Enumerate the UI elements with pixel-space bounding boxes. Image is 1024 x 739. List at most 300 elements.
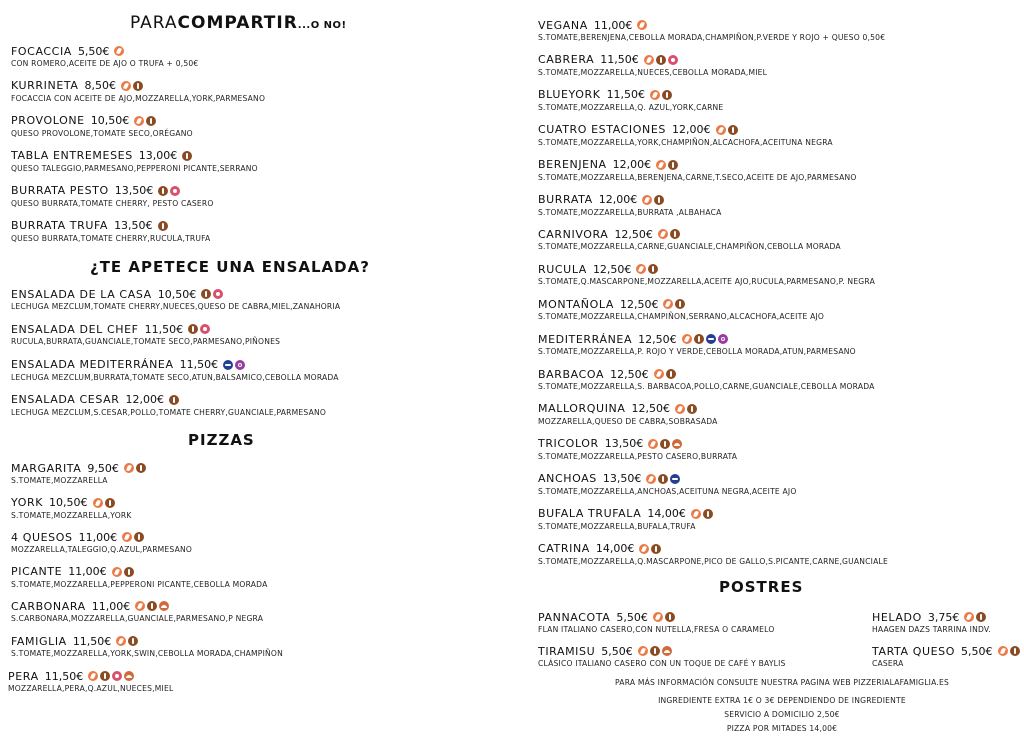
allergen-icons [639,544,661,554]
menu-item-line [11,496,132,510]
wheat-icon [694,334,704,344]
compartir-title-bold: COMPARTIR [177,13,298,33]
menu-item-line [538,18,885,32]
wheat-icon [128,636,138,646]
allergen-icons [116,636,138,646]
nut-icon [124,671,134,681]
menu-item-line [538,644,786,658]
leaf-icon [637,20,647,30]
wheat-icon [675,299,685,309]
item-price: 13,00€ [138,149,178,163]
allergen-icons [134,116,156,126]
leaf-icon [658,229,668,239]
allergen-icons [650,90,672,100]
leaf-icon [654,369,664,379]
menu-item [538,193,722,217]
item-description: FOCACCIA CON ACEITE DE AJO,MOZZARELLA,YORK,PARMESANO [11,93,266,103]
wheat-icon [651,544,661,554]
menu-item [538,402,718,426]
allergen-icons [964,612,986,622]
menu-item-line [538,437,737,451]
menu-item [11,184,214,208]
item-description: LECHUGA MEZCLUM,BURRATA,TOMATE SECO,ATUN,BALSAMICO,CEBOLLA MORADA [11,372,339,382]
item-price: 12,50€ [638,332,677,346]
allergen-icon [235,360,245,370]
menu-item [872,644,1020,668]
menu-item [538,123,833,147]
item-price: 5,50€ [616,610,648,624]
item-name: ENSALADA MEDITERRÁNEA [11,358,174,372]
item-description: S.TOMATE,MOZZARELLA,BERENJENA,CARNE,T.SECO,ACEITE DE AJO,PARMESANO [538,172,857,182]
nut-icon [672,439,682,449]
leaf-icon [716,125,726,135]
allergen-icons [158,186,180,196]
fish-icon [706,334,716,344]
compartir-title-light: PARA [130,13,178,33]
menu-item-line [538,297,824,311]
item-price: 14,00€ [647,507,686,521]
item-description: S.TOMATE,Q.MASCARPONE,MOZZARELLA,ACEITE AJO,RUCULA,PARMESANO,P. NEGRA [538,277,875,287]
menu-item [538,437,737,461]
item-description: RUCULA,BURRATA,GUANCIALE,TOMATE SECO,PARMESANO,PIÑONES [11,337,281,347]
dairy-icon [112,671,122,681]
footer-extra: INGREDIENTE EXTRA 1€ O 3€ DEPENDIENDO DE INGREDIENTE [658,696,906,705]
item-description: S.TOMATE,MOZZARELLA,YORK,SWIN,CEBOLLA MORADA,CHAMPIÑON [11,649,283,658]
allergen-icons [653,612,675,622]
item-price: 11,00€ [593,18,633,32]
leaf-icon [639,544,649,554]
item-description: QUESO PROVOLONE,TOMATE SECO,ORÉGANO [11,128,193,138]
wheat-icon [656,55,666,65]
wheat-icon [182,151,192,161]
menu-item-line [11,79,265,93]
menu-item [11,461,146,485]
item-name: PROVOLONE [11,114,85,128]
wheat-icon [188,324,198,334]
wheat-icon [105,498,115,508]
allergen-icons [121,81,143,91]
item-price: 11,00€ [78,530,118,544]
item-description: FLAN ITALIANO CASERO,CON NUTELLA,FRESA O CARAMELO [538,625,775,634]
leaf-icon [88,671,98,681]
item-description: CON ROMERO,ACEITE DE AJO O TRUFA + 0,50€ [11,59,199,68]
menu-item [11,530,192,554]
leaf-icon [135,601,145,611]
compartir-title [130,13,347,33]
allergen-icons [182,151,192,161]
item-price: 11,50€ [606,88,646,102]
allergen-icons [135,601,169,611]
menu-item [11,219,210,243]
wheat-icon [169,395,179,405]
allergen-icons [114,46,124,56]
item-name: RUCULA [538,262,587,276]
menu-item-line [11,599,263,613]
menu-item [538,367,875,391]
item-description: S.TOMATE,BERENJENA,CEBOLLA MORADA,CHAMPIÑON,P.VERDE Y ROJO + QUESO 0,50€ [538,33,886,42]
wheat-icon [670,229,680,239]
menu-item [538,53,767,77]
item-price: 12,00€ [125,393,164,407]
wheat-icon [147,601,157,611]
item-name: TIRAMISU [538,644,596,658]
item-price: 11,50€ [144,322,184,336]
item-price: 11,50€ [44,669,84,683]
item-name: BERENJENA [538,158,607,172]
wheat-icon [201,289,211,299]
item-description: HAAGEN DAZS TARRINA INDV. [872,625,991,634]
item-name: CUATRO ESTACIONES [538,123,666,137]
leaf-icon [653,612,663,622]
item-name: VEGANA [538,18,588,32]
menu-item-line [538,53,767,67]
item-description: S.TOMATE,MOZZARELLA,YORK [11,510,132,520]
item-name: HELADO [872,610,922,624]
menu-item-line [11,287,340,301]
item-description: S.TOMATE,MOZZARELLA,CARNE,GUANCIALE,CHAMPIÑON,CEBOLLA MORADA [538,242,841,252]
item-name: YORK [11,496,44,510]
allergen-icons [124,463,146,473]
item-description: S.TOMATE,MOZZARELLA,P. ROJO Y VERDE,CEBOLLA MORADA,ATUN,PARMESANO [538,347,856,357]
item-name: KURRINETA [11,79,79,93]
menu-item [538,542,888,566]
leaf-icon [691,509,701,519]
allergen-icons [93,498,115,508]
item-price: 12,50€ [631,402,670,416]
menu-item-line [538,542,888,556]
item-name: CATRINA [538,542,590,555]
item-name: MONTAÑOLA [538,297,614,311]
item-price: 12,00€ [612,158,652,172]
menu-item-line [11,358,339,372]
item-name: CARBONARA [11,599,86,613]
menu-item [11,599,263,623]
item-price: 13,50€ [114,184,154,198]
footer-delivery: SERVICIO A DOMICILIO 2,50€ [724,710,840,719]
item-price: 11,50€ [72,634,112,648]
item-name: BUFALA TRUFALA [538,507,642,521]
item-price: 10,50€ [49,496,88,510]
item-name: BURRATA [538,193,593,206]
item-price: 11,00€ [68,565,107,579]
menu-item-line [11,530,192,544]
item-price: 11,50€ [600,53,639,67]
item-name: PERA [8,669,39,683]
allergen-icons [656,160,678,170]
leaf-icon [648,439,658,449]
item-price: 10,50€ [90,114,130,128]
allergen-icons [658,229,680,239]
item-description: S.TOMATE,MOZZARELLA,ANCHOAS,ACEITUNA NEGRA,ACEITE AJO [538,486,797,496]
item-name: PANNACOTA [538,610,611,624]
item-description: S.TOMATE,MOZZARELLA,S. BARBACOA,POLLO,CARNE,GUANCIALE,CEBOLLA MORADA [538,382,875,391]
menu-item-line [538,507,713,521]
fish-icon [223,360,233,370]
allergen-icons [663,299,685,309]
footer-notes [540,678,1024,738]
item-price: 10,50€ [157,287,197,301]
item-name: TABLA ENTREMESES [11,149,133,163]
wheat-icon [662,90,672,100]
menu-item [11,634,283,658]
item-description: S.TOMATE,MOZZARELLA,BURRATA ,ALBAHACA [538,207,722,217]
menu-item [538,18,885,42]
wheat-icon [654,195,664,205]
leaf-icon [998,646,1008,656]
compartir-title-tail: ...O NO! [297,20,347,31]
item-description: S.TOMATE,MOZZARELLA,Q.MASCARPONE,PICO DE GALLO,S.PICANTE,CARNE,GUANCIALE [538,556,888,566]
item-description: S.TOMATE,MOZZARELLA,PESTO CASERO,BURRATA [538,451,738,461]
item-description: S.TOMATE,MOZZARELLA,YORK,CHAMPIÑON,ALCACHOFA,ACEITUNA NEGRA [538,137,833,147]
wheat-icon [146,116,156,126]
item-description: S.TOMATE,MOZZARELLA [11,476,108,485]
allergen-icons [646,474,680,484]
item-price: 5,50€ [961,644,993,658]
menu-item [538,297,824,321]
wheat-icon [976,612,986,622]
allergen-icons [636,264,658,274]
menu-item-line [538,262,875,276]
item-name: ENSALADA DEL CHEF [11,322,139,336]
allergen-icons [644,55,678,65]
menu-item-line [538,610,775,624]
item-price: 12,50€ [592,262,632,276]
allergen-icons [88,671,134,681]
item-description: MOZZARELLA,QUESO DE CABRA,SOBRASADA [538,416,718,426]
menu-item [538,507,713,531]
item-name: MALLORQUINA [538,402,626,416]
menu-item [11,322,280,346]
item-price: 13,50€ [604,437,644,451]
menu-item [538,88,723,112]
wheat-icon [650,646,660,656]
menu-item-line [538,332,856,346]
item-description: S.TOMATE,MOZZARELLA,PEPPERONI PICANTE,CEBOLLA MORADA [11,579,268,589]
allergen-icons [638,646,672,656]
item-name: FOCACCIA [11,44,72,58]
item-price: 14,00€ [595,542,635,555]
menu-item-line [538,472,797,486]
leaf-icon [663,299,673,309]
item-name: BLUEYORK [538,88,601,102]
allergen-icons [691,509,713,519]
menu-item [538,332,856,356]
item-name: MEDITERRÁNEA [538,332,633,346]
menu-item [11,393,326,417]
menu-item [538,262,875,286]
wheat-icon [136,463,146,473]
wheat-icon [648,264,658,274]
leaf-icon [93,498,103,508]
item-description: S.CARBONARA,MOZZARELLA,GUANCIALE,PARMESANO,P NEGRA [11,614,264,624]
menu-item [538,610,775,634]
wheat-icon [1010,646,1020,656]
item-name: ENSALADA CESAR [11,393,120,407]
leaf-icon [656,160,666,170]
footer-info: PARA MÁS INFORMACIÓN CONSULTE NUESTRA PAGINA WEB PIZZERIALAFAMIGLIA.ES [615,678,949,687]
item-price: 5,50€ [601,644,633,658]
item-description: CASERA [872,659,904,668]
wheat-icon [124,567,134,577]
leaf-icon [112,567,122,577]
menu-item-line [872,610,991,624]
item-price: 8,50€ [84,79,116,93]
allergen-icons [716,125,738,135]
wheat-icon [158,186,168,196]
allergen-icons [682,334,728,344]
allergen-icons [642,195,664,205]
leaf-icon [650,90,660,100]
menu-item-line [11,565,267,579]
item-name: BURRATA PESTO [11,184,109,198]
menu-item-line [538,227,841,241]
menu-item-line [11,114,193,128]
menu-item [538,158,857,182]
item-name: BURRATA TRUFA [11,219,109,232]
menu-item [11,114,193,138]
item-price: 12,00€ [672,123,711,137]
menu-item [11,565,267,589]
nut-icon [159,601,169,611]
leaf-icon [675,404,685,414]
wheat-icon [134,532,144,542]
menu-item-line [11,393,326,407]
allergen-icons [654,369,676,379]
item-price: 11,00€ [91,599,131,613]
item-price: 12,50€ [614,227,653,241]
item-description: QUESO BURRATA,TOMATE CHERRY,RUCULA,TRUFA [11,233,211,243]
leaf-icon [682,334,692,344]
menu-item-line [538,402,718,416]
item-description: S.TOMATE,MOZZARELLA,Q. AZUL,YORK,CARNE [538,102,724,112]
item-description: QUESO BURRATA,TOMATE CHERRY, PESTO CASERO [11,198,214,208]
menu-item [538,644,786,668]
allergen-icons [188,324,210,334]
item-description: S.TOMATE,MOZZARELLA,BUFALA,TRUFA [538,521,696,531]
fish-icon [670,474,680,484]
dairy-icon [213,289,223,299]
wheat-icon [100,671,110,681]
leaf-icon [646,474,656,484]
item-name: MARGARITA [11,461,82,475]
wheat-icon [658,474,668,484]
leaf-icon [638,646,648,656]
menu-item [11,79,265,103]
item-description: S.TOMATE,MOZZARELLA,CHAMPIÑON,SERRANO,ALCACHOFA,ACEITE AJO [538,312,825,322]
item-description: MOZZARELLA,PERA,Q.AZUL,NUECES,MIEL [8,684,174,693]
wheat-icon [728,125,738,135]
leaf-icon [122,532,132,542]
menu-item-line [11,322,280,336]
allergen-icons [998,646,1020,656]
menu-item-line [538,367,875,381]
menu-item-line [11,219,210,233]
footer-half: PIZZA POR MITADES 14,00€ [726,724,838,733]
menu-item [538,472,797,496]
item-price: 9,50€ [87,461,119,475]
item-name: 4 QUESOS [11,530,73,544]
item-name: CARNIVORA [538,227,609,241]
wheat-icon [668,160,678,170]
allergen-icons [158,221,168,231]
menu-item [11,358,339,382]
menu-item [11,149,258,173]
item-price: 3,75€ [927,610,960,624]
leaf-icon [134,116,144,126]
leaf-icon [121,81,131,91]
allergen-icons [637,20,647,30]
item-price: 11,50€ [179,358,219,372]
allergen-icons [648,439,682,449]
item-description: QUESO TALEGGIO,PARMESANO,PEPPERONI PICANTE,SERRANO [11,163,258,173]
wheat-icon [687,404,697,414]
nut-icon [662,646,672,656]
menu-item-line [538,123,833,137]
menu-item [872,610,991,634]
menu-item [11,287,340,311]
wheat-icon [703,509,713,519]
allergen-icons [223,360,245,370]
leaf-icon [116,636,126,646]
item-name: BARBACOA [538,367,605,381]
wheat-icon [158,221,168,231]
item-name: CABRERA [538,53,595,67]
allergen-icons [201,289,223,299]
menu-item [538,227,841,251]
item-price: 13,50€ [602,472,642,486]
allergen-icons [675,404,697,414]
leaf-icon [642,195,652,205]
item-name: TARTA QUESO [872,644,956,658]
wheat-icon [665,612,675,622]
item-price: 12,50€ [619,297,659,311]
menu-item-line [538,158,857,172]
menu-item-line [11,149,258,163]
item-price: 12,50€ [610,367,649,381]
menu-item-line [11,634,283,648]
wheat-icon [133,81,143,91]
allergen-icon [718,334,728,344]
wheat-icon [666,369,676,379]
postres-title: POSTRES [719,578,804,596]
menu-item-line [872,644,1020,658]
menu-item-line [11,461,146,475]
item-description: CLÁSICO ITALIANO CASERO CON UN TOQUE DE CAFÉ Y BAYLIS [538,659,786,668]
leaf-icon [964,612,974,622]
item-description: LECHUGA MEZCLUM,TOMATE CHERRY,NUECES,QUESO DE CABRA,MIEL,ZANAHORIA [11,302,341,311]
menu-item [11,44,198,68]
dairy-icon [170,186,180,196]
item-price: 5,50€ [77,44,110,58]
menu-item-line [538,88,723,102]
allergen-icons [169,395,179,405]
item-name: FAMIGLIA [11,634,67,648]
menu-item-line [538,193,722,207]
item-description: LECHUGA MEZCLUM,S.CESAR,POLLO,TOMATE CHERRY,GUANCIALE,PARMESANO [11,407,327,417]
wheat-icon [660,439,670,449]
menu-item [11,496,132,520]
item-name: TRICOLOR [538,437,599,451]
item-name: ANCHOAS [538,472,597,486]
allergen-icons [112,567,134,577]
pizzas-title: PIZZAS [188,431,255,449]
menu-item-line [8,669,173,683]
allergen-icons [122,532,144,542]
item-name: ENSALADA DE LA CASA [11,287,152,301]
leaf-icon [636,264,646,274]
leaf-icon [114,46,124,56]
menu-item-line [11,184,214,198]
